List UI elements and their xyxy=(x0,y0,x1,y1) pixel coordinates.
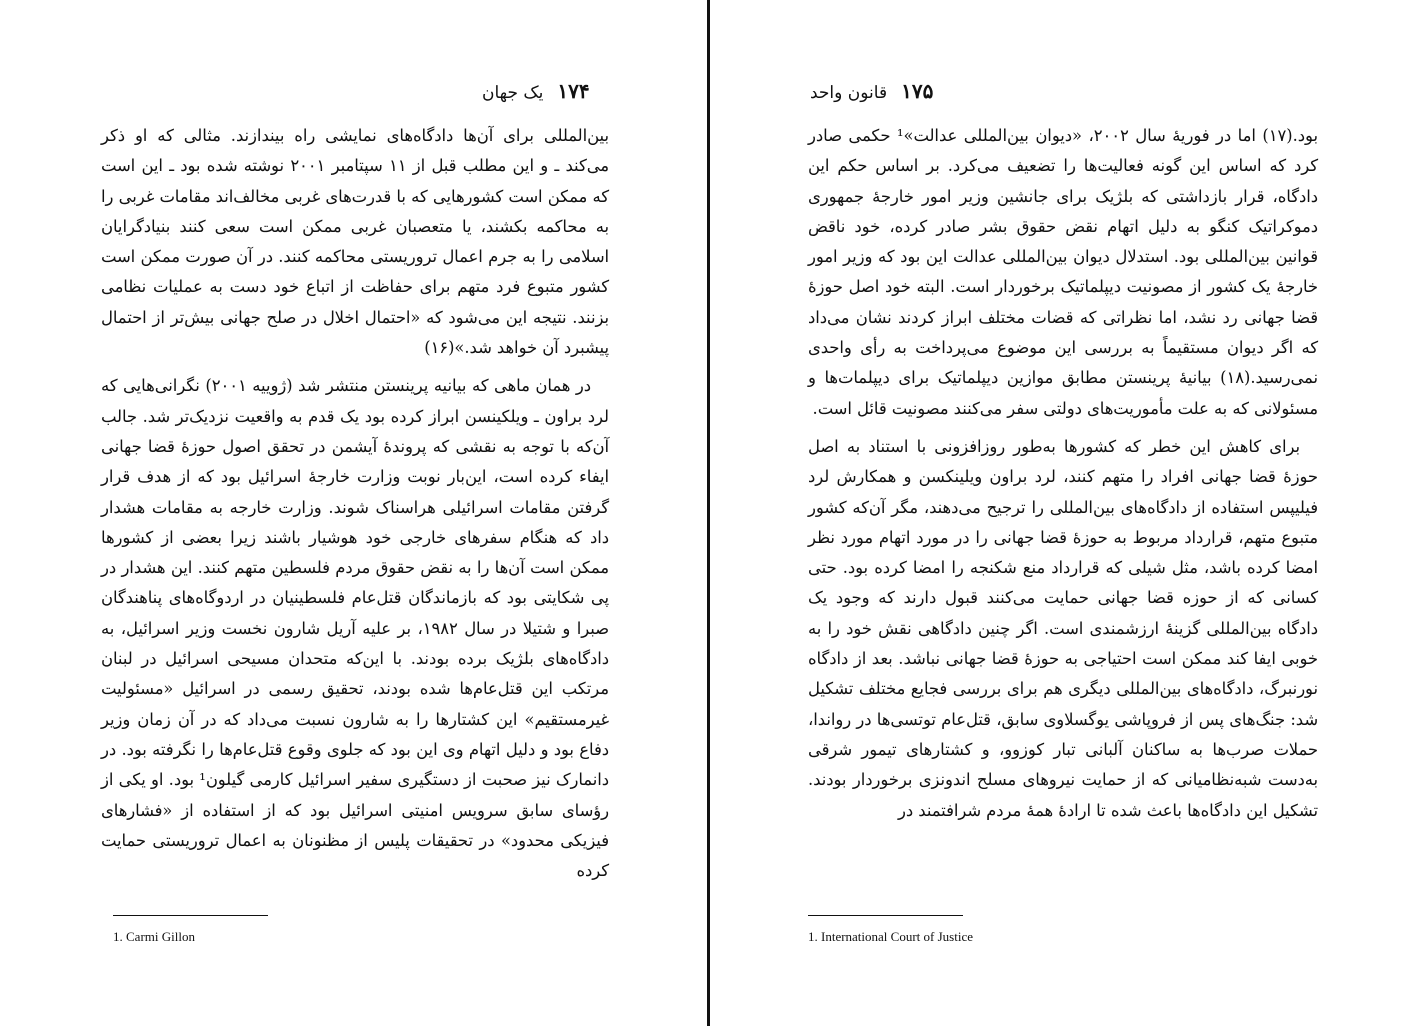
footnote: 1. Carmi Gillon xyxy=(113,929,195,944)
right-page xyxy=(712,0,1419,1026)
running-title: قانون واحد xyxy=(810,83,888,103)
body-text xyxy=(808,121,1318,826)
running-title: یک جهان xyxy=(482,83,544,103)
running-head xyxy=(810,78,933,108)
footnote-divider xyxy=(808,915,963,916)
page-number: ۱۷۵ xyxy=(901,79,934,103)
page-number: ۱۷۴ xyxy=(557,79,590,103)
paragraph: بین‌المللی برای آن‌ها دادگاه‌های نمایشی راه بیندازند. مثالی که او ذکر می‌کند ـ و این مطلب قبل از ۱۱ سپتامبر ۲۰۰۱ نوشته شده بود ـ این است که ممکن است کشورهایی که با قدرت‌های غربی مخالف‌اند مقامات غربی را به محاکمه بکشند، یا متعصبان غربی ممکن است سعی کنند بنیادگرایان اسلامی را به جرم اعمال تروریستی محاکمه کنند. در آن صورت ممکن است کشور متبوع فرد متهم برای حفاظت از اتباع خود دست به عملیات نظامی بزنند. نتیجه این می‌شود که «احتمال اخلال در صلح جهانی بیش‌تر از احتمال پیشبرد آن خواهد شد.»(۱۶) xyxy=(101,126,609,358)
paragraph: در همان ماهی که بیانیه پرینستن منتشر شد (ژوییه ۲۰۰۱) نگرانی‌هایی که لرد براون ـ ویلکینسن ابراز کرده بود یک قدم به واقعیت نزدیک‌تر شد. جالب آن‌که با توجه به نقشی که پروندهٔ آیشمن در تحقق اصول حوزهٔ قضا جهانی ایفاء کرده است، این‌بار نوبت وزارت خارجهٔ اسرائیل بود که از هدف قرار گرفتن مقامات اسرائیلی هراسناک شوند. وزارت خارجه به مقامات هشدار داد که هنگام سفرهای خارجی خود هوشیار باشند زیرا بعضی از کشورها ممکن است آن‌ها را به نقض حقوق مردم فلسطین متهم کنند. این هشدار در پی شکایتی بود که بازماندگان قتل‌عام فلسطینیان در اردوگاه‌های پناهندگان صبرا و شتیلا در سال ۱۹۸۲، بر علیه آریل شارون نخست وزیر اسرائیل، به دادگاه‌های بلژیک برده بودند. با این‌که متحدان مسیحی اسرائیل در لبنان مرتکب این قتل‌عام‌ها شده بودند، تحقیق رسمی در اسرائیل «مسئولیت غیرمستقیم» این کشتارها را به شارون نسبت می‌داد که در آن زمان وزیر دفاع بود و دلیل اتهام وی این بود که جلوی وقوع قتل‌عام‌ها را نگرفته بود. در دانمارک نیز صحبت از دستگیری سفیر اسرائیل کارمی گیلون¹ بود. او یکی از رؤسای سابق سرویس امنیتی اسرائیل بود که از استفاده از «فشارهای فیزیکی محدود» در تحقیقات پلیس از مظنونان به اعمال تروریستی حمایت کرده xyxy=(101,376,609,881)
footnote-divider xyxy=(113,915,268,916)
footnote: 1. International Court of Justice xyxy=(808,929,973,944)
body-text xyxy=(101,121,609,886)
page-gutter xyxy=(707,0,710,1026)
left-page xyxy=(0,0,707,1026)
paragraph: برای کاهش این خطر که کشورها به‌طور روزافزونی با استناد به اصل حوزهٔ قضا جهانی افراد را متهم کنند، لرد براون ویلینکسن و همکارش لرد فیلیپس استفاده از دادگاه‌های بین‌المللی را ترجیح می‌دهند، مگر آن‌که کشور متبوع متهم، قرارداد مربوط به حوزهٔ قضا جهانی را در مورد اتهام مورد نظر امضا کرده باشد، مثل شیلی که قرارداد منع شکنجه را امضا کرده بود. حتی کسانی که از حوزه قضا جهانی حمایت می‌کنند قبول دارند که وجود یک دادگاه بین‌المللی گزینهٔ ارزشمندی است. اگر چنین دادگاهی نقش خود را به خوبی ایفا کند ممکن است احتیاجی به حوزهٔ قضا جهانی نباشد. بعد از دادگاه نورنبرگ، دادگاه‌های بین‌المللی دیگری هم برای بررسی فجایع مختلف تشکیل شد: جنگ‌های پس از فروپاشی یوگسلاوی سابق، قتل‌عام توتسی‌ها در رواندا، حملات صرب‌ها به ساکنان آلبانی تبار کوزوو، و کشتارهای تیمور شرقی به‌دست شبه‌نظامیانی که از حمایت نیروهای مسلح اندونزی برخوردار بودند. تشکیل این دادگاه‌ها باعث شده تا ارادهٔ همهٔ مردم شرافتمند در xyxy=(808,436,1318,820)
running-head xyxy=(482,78,590,108)
paragraph: بود.(۱۷) اما در فوریهٔ سال ۲۰۰۲، «دیوان بین‌المللی عدالت»¹ حکمی صادر کرد که اساس این گونه فعالیت‌ها را تضعیف می‌کرد. بر اساس حکم این دادگاه، قرار بازداشتی که بلژیک برای جانشین وزیر امور خارجهٔ جمهوری دموکراتیک کنگو به دلیل اتهام نقض حقوق بشر صادر کرده، خود ناقض قوانین بین‌المللی بود. استدلال دیوان بین‌المللی عدالت این بود که وزیر امور خارجهٔ یک کشور از مصونیت دیپلماتیک برخوردار است. البته خود اصل حوزهٔ قضا جهانی رد نشد، اما نظراتی که قضات مختلف ابراز کردند نشان می‌داد که اگر دیوان مستقیماً به بررسی این موضوع می‌پرداخت به رأی واحدی نمی‌رسید.(۱۸) بیانیهٔ پرینستن مطابق موازین دیپلماتیک برای دیپلمات‌ها و مسئولانی که به علت مأموریت‌های دولتی سفر می‌کنند مصونیت قائل است. xyxy=(808,126,1318,418)
